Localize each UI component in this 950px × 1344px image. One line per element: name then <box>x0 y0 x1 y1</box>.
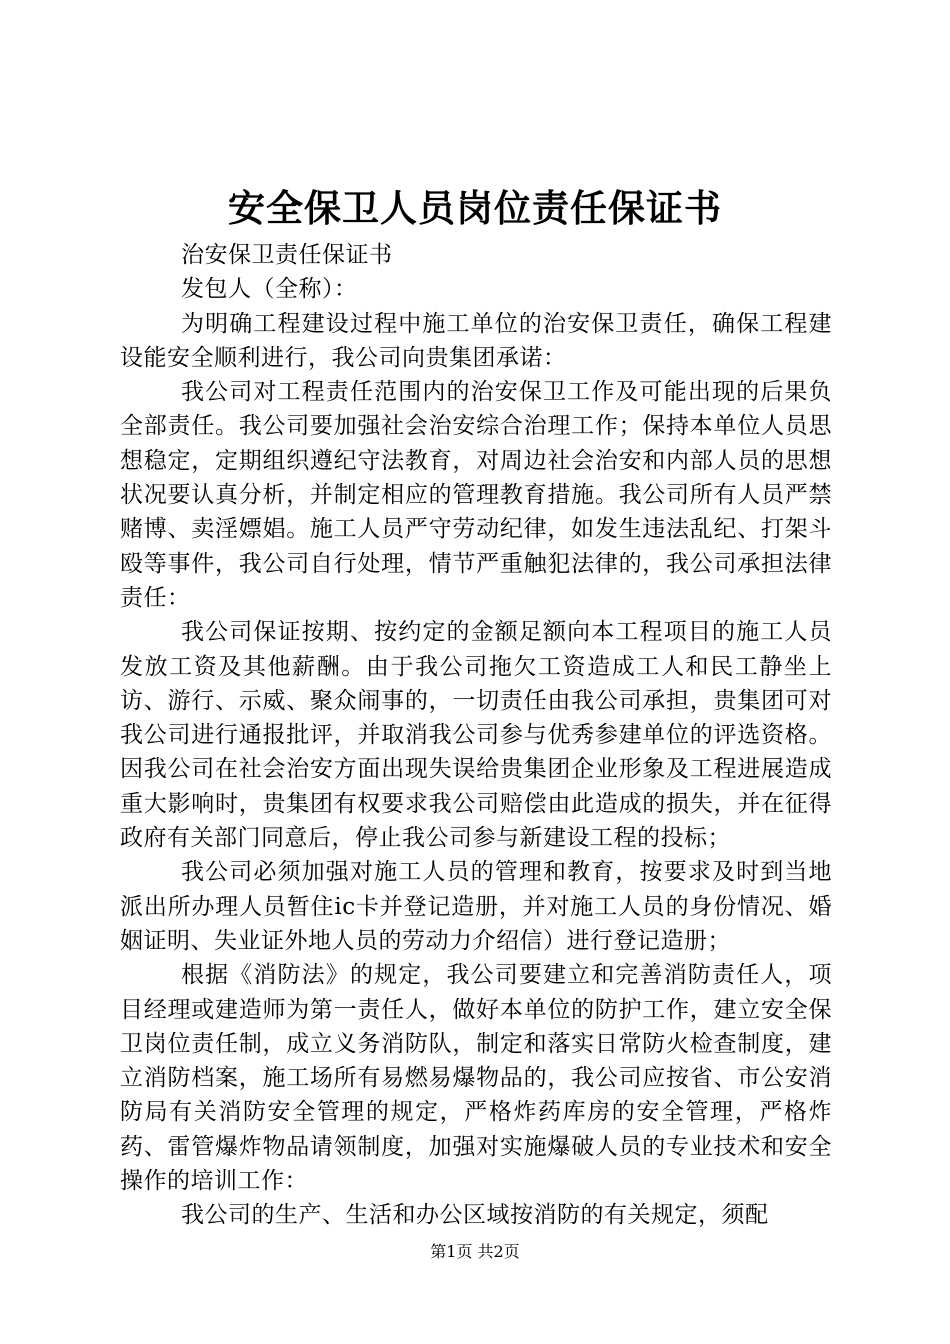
paragraph-intro: 为明确工程建设过程中施工单位的治安保卫责任，确保工程建设能安全顺利进行，我公司向贵集团承诺： <box>120 310 832 371</box>
document-body <box>120 238 832 1233</box>
paragraph-registration: 我公司必须加强对施工人员的管理和教育，按要求及时到当地派出所办理人员暂住ic卡并登记造册，并对施工人员的身份情况、婚姻证明、失业证外地人员的劳动力介绍信）进行登记造册； <box>120 859 832 954</box>
page-number: 第1页 共2页 <box>430 1242 520 1261</box>
paragraph-responsibility: 我公司对工程责任范围内的治安保卫工作及可能出现的后果负全部责任。我公司要加强社会治安综合治理工作；保持本单位人员思想稳定，定期组织遵纪守法教育，对周边社会治安和内部人员的思想状况要认真分析，并制定相应的管理教育措施。我公司所有人员严禁赌博、卖淫嫖娼。施工人员严守劳动纪律，如发生违法乱纪、打架斗殴等事件，我公司自行处理，情节严重触犯法律的，我公司承担法律责任： <box>120 379 832 611</box>
paragraph-fire-equipment: 我公司的生产、生活和办公区域按消防的有关规定，须配 <box>181 1202 769 1229</box>
paragraph-wages: 我公司保证按期、按约定的金额足额向本工程项目的施工人员发放工资及其他薪酬。由于我公司拖欠工资造成工人和民工静坐上访、游行、示威、聚众闹事的，一切责任由我公司承担，贵集团可对我公司进行通报批评，并取消我公司参与优秀参建单位的评选资格。因我公司在社会治安方面出现失误给贵集团企业形象及工程进展造成重大影响时，贵集团有权要求我公司赔偿由此造成的损失，并在征得政府有关部门同意后，停止我公司参与新建设工程的投标； <box>120 619 832 852</box>
paragraph-subtitle: 治安保卫责任保证书 <box>181 242 393 268</box>
paragraph-fire-law: 根据《消防法》的规定，我公司要建立和完善消防责任人，项目经理或建造师为第一责任人，做好本单位的防护工作，建立安全保卫岗位责任制，成立义务消防队，制定和落实日常防火检查制度，建立消防档案，施工场所有易燃易爆物品的，我公司应按省、市公安消防局有关消防安全管理的规定，严格炸药库房的安全管理，严格炸药、雷管爆炸物品请领制度，加强对实施爆破人员的专业技术和安全操作的培训工作： <box>120 962 832 1195</box>
paragraph-contractor: 发包人（全称）： <box>181 276 358 303</box>
page-title: 安全保卫人员岗位责任保证书 <box>228 186 722 230</box>
